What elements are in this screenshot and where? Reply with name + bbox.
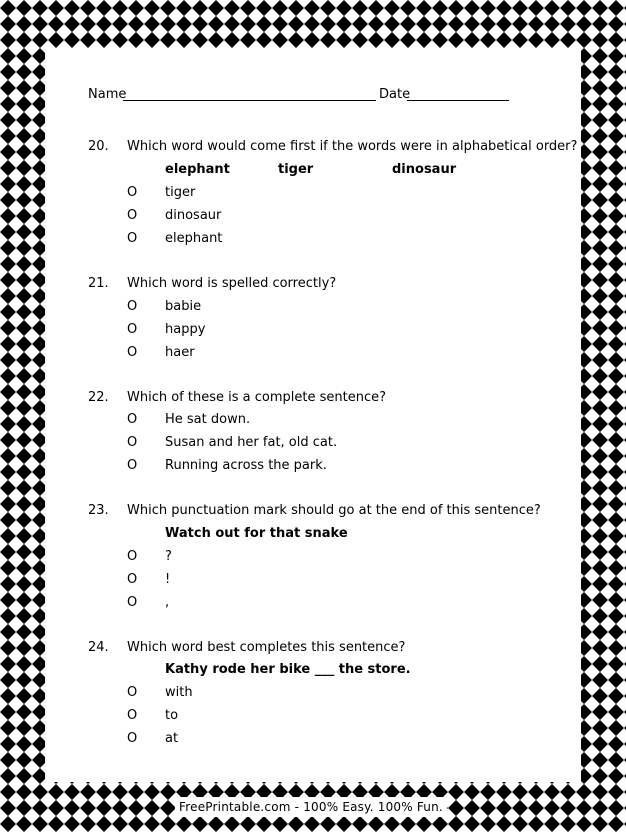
- answer-option: ,: [165, 595, 170, 610]
- answer-bubble[interactable]: O: [127, 549, 138, 564]
- answer-bubble[interactable]: O: [127, 685, 138, 700]
- answer-bubble[interactable]: O: [127, 299, 138, 314]
- answer-option: ?: [165, 549, 172, 564]
- answer-bubble[interactable]: O: [127, 345, 138, 360]
- answer-bubble[interactable]: O: [127, 322, 138, 337]
- answer-option: with: [165, 685, 193, 700]
- question-prompt: Which of these is a complete sentence?: [127, 390, 386, 405]
- emphasis-sentence: Kathy rode her bike ___ the store.: [165, 662, 411, 677]
- date-line: [407, 100, 509, 101]
- answer-option: haer: [165, 345, 195, 360]
- answer-option: He sat down.: [165, 412, 251, 427]
- emphasis-sentence: Watch out for that snake: [165, 526, 348, 541]
- name-label: Name: [88, 87, 127, 102]
- answer-bubble[interactable]: O: [127, 708, 138, 723]
- answer-option: Running across the park.: [165, 458, 327, 473]
- answer-option: at: [165, 731, 179, 746]
- date-label: Date: [379, 87, 411, 102]
- answer-bubble[interactable]: O: [127, 231, 138, 246]
- answer-option: dinosaur: [165, 208, 222, 223]
- answer-bubble[interactable]: O: [127, 185, 138, 200]
- answer-option: tiger: [165, 185, 196, 200]
- answer-option: !: [165, 572, 171, 587]
- answer-bubble[interactable]: O: [127, 458, 138, 473]
- answer-bubble[interactable]: O: [127, 595, 138, 610]
- question-prompt: Which word is spelled correctly?: [127, 276, 337, 291]
- question-number: 22.: [88, 390, 109, 405]
- footer-credit: FreePrintable.com - 100% Easy. 100% Fun.: [175, 797, 447, 817]
- name-line: [123, 100, 376, 101]
- question-prompt: Which word best completes this sentence?: [127, 640, 406, 655]
- emphasis-word: tiger: [278, 162, 314, 177]
- question-number: 21.: [88, 276, 109, 291]
- answer-bubble[interactable]: O: [127, 208, 138, 223]
- question-prompt: Which word would come first if the words were in alphabetical order?: [127, 139, 578, 154]
- answer-option: Susan and her fat, old cat.: [165, 435, 338, 450]
- answer-option: to: [165, 708, 179, 723]
- answer-bubble[interactable]: O: [127, 572, 138, 587]
- emphasis-word: dinosaur: [392, 162, 457, 177]
- answer-option: happy: [165, 322, 206, 337]
- question-prompt: Which punctuation mark should go at the end of this sentence?: [127, 503, 541, 518]
- answer-option: elephant: [165, 231, 223, 246]
- answer-bubble[interactable]: O: [127, 731, 138, 746]
- question-number: 23.: [88, 503, 109, 518]
- emphasis-word: elephant: [165, 162, 230, 177]
- question-number: 20.: [88, 139, 109, 154]
- question-number: 24.: [88, 640, 109, 655]
- answer-bubble[interactable]: O: [127, 435, 138, 450]
- answer-bubble[interactable]: O: [127, 412, 138, 427]
- answer-option: babie: [165, 299, 202, 314]
